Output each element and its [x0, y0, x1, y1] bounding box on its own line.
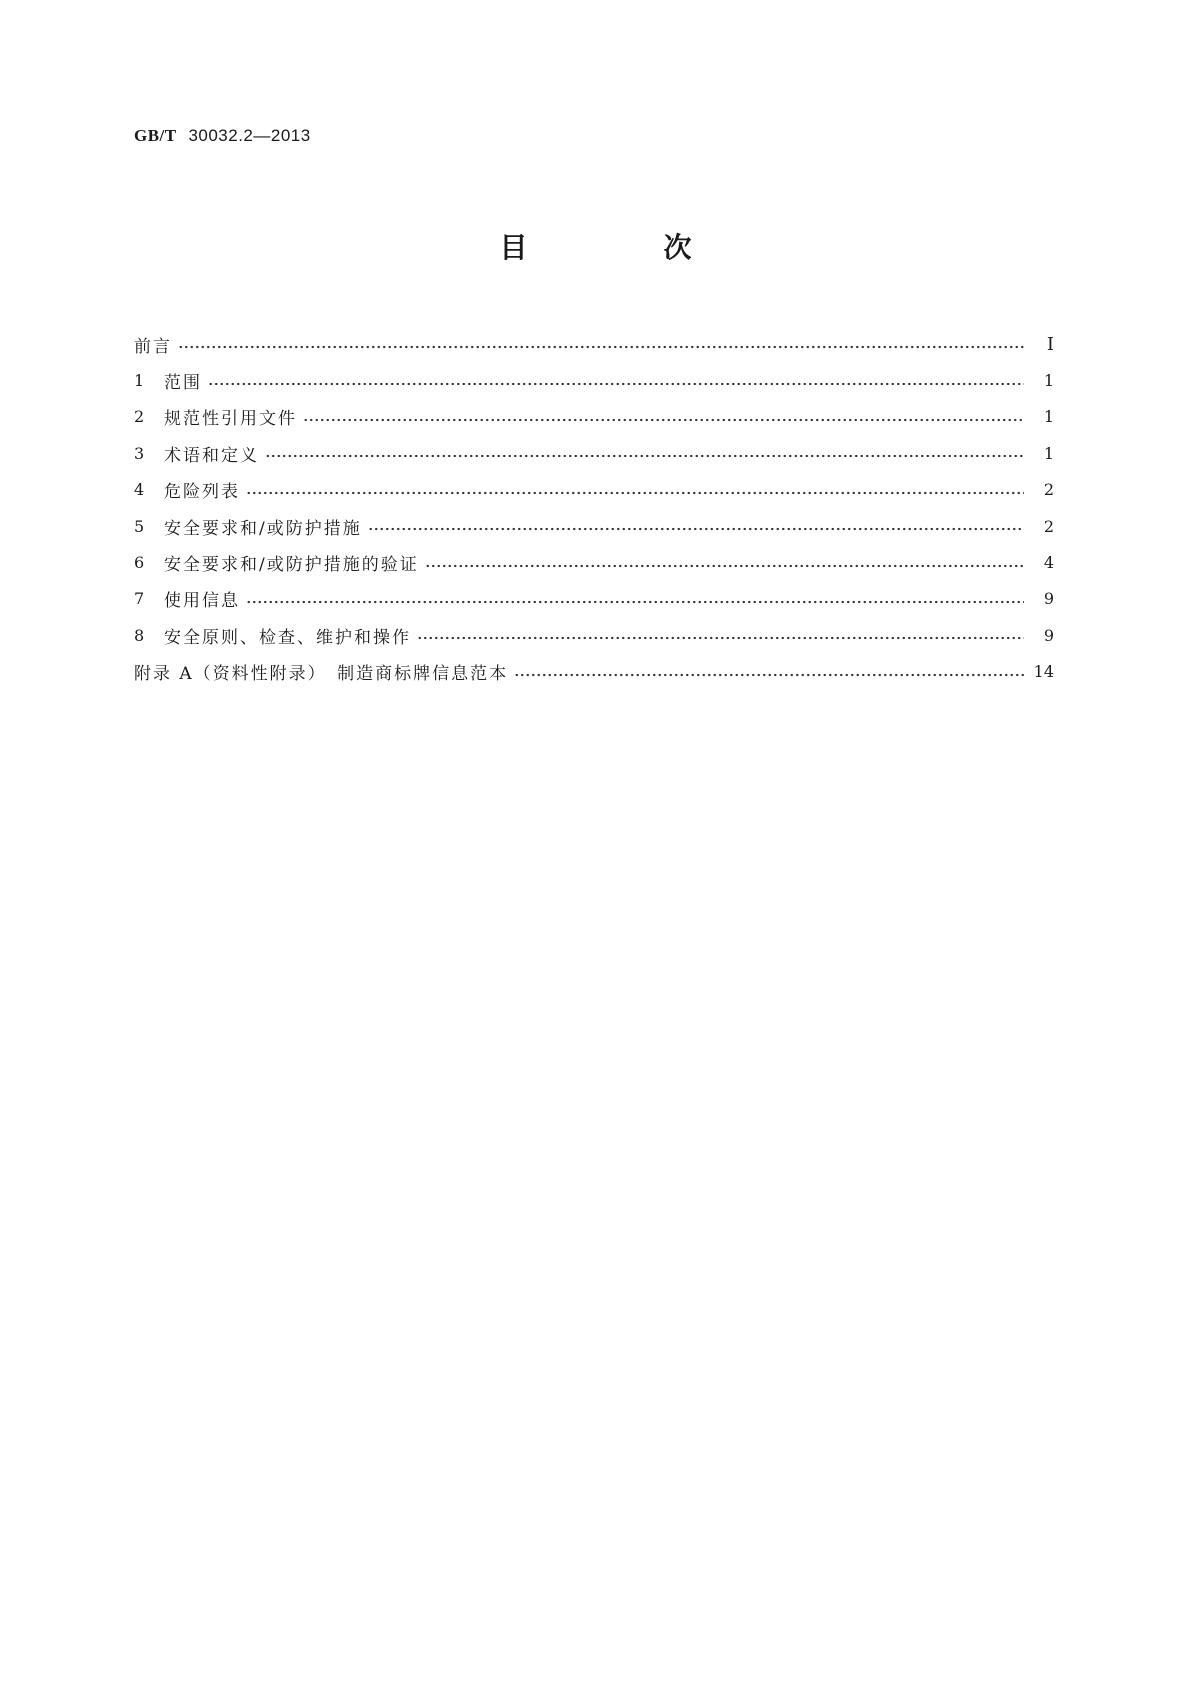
dot-leader [368, 526, 1024, 532]
dot-leader [417, 635, 1024, 641]
toc-title: 目 次 [499, 231, 746, 264]
standard-prefix: GB/T [134, 126, 177, 145]
dot-leader [246, 599, 1024, 605]
table-of-contents [134, 326, 1054, 690]
dot-leader [246, 490, 1024, 496]
standard-code [134, 126, 311, 146]
toc-entry-label: 安全要求和/或防护措施的验证 [164, 555, 419, 576]
toc-entry-label: 安全原则、检查、维护和操作 [164, 627, 411, 648]
toc-entry-number: 4 [134, 480, 145, 500]
toc-entry-number: 5 [134, 516, 145, 536]
toc-entry-page: 9 [1043, 589, 1054, 609]
toc-entry-label: 前言 [134, 336, 172, 357]
toc-entry-number: 7 [134, 589, 145, 609]
toc-entry-number: 1 [134, 371, 145, 391]
toc-entry-page: 1 [1043, 443, 1054, 463]
toc-entry-page: 2 [1043, 516, 1054, 536]
toc-entry-page: 2 [1043, 480, 1054, 500]
toc-entry-1[interactable] [134, 362, 1054, 398]
toc-entry-label: 术语和定义 [164, 445, 259, 466]
dot-leader [425, 563, 1024, 569]
toc-entry-page: 4 [1043, 553, 1054, 573]
dot-leader [514, 672, 1024, 678]
toc-entry-number: 6 [134, 553, 145, 573]
toc-entry-label: 危险列表 [164, 482, 240, 503]
toc-entry-7[interactable] [134, 581, 1054, 617]
toc-entry-2[interactable] [134, 399, 1054, 435]
standard-number: 30032.2—2013 [188, 126, 311, 145]
dot-leader [303, 417, 1024, 423]
toc-entry-number: 3 [134, 443, 145, 463]
toc-entry-5[interactable] [134, 508, 1054, 544]
toc-entry-page: Ⅰ [1046, 333, 1054, 355]
toc-entry-page: 9 [1043, 625, 1054, 645]
toc-entry-6[interactable] [134, 544, 1054, 580]
toc-entry-number: 2 [134, 407, 145, 427]
toc-entry-8[interactable] [134, 617, 1054, 653]
toc-entry-4[interactable] [134, 472, 1054, 508]
toc-entry-page: 1 [1043, 371, 1054, 391]
toc-entry-label: 安全要求和/或防护措施 [164, 518, 362, 539]
dot-leader [208, 381, 1024, 387]
toc-entry-label: 范围 [164, 373, 202, 394]
toc-entry-label: 附录 A（资料性附录） 制造商标牌信息范本 [134, 664, 509, 685]
dot-leader [178, 344, 1024, 350]
toc-entry-3[interactable] [134, 435, 1054, 471]
dot-leader [265, 453, 1024, 459]
toc-entry-page: 14 [1033, 662, 1054, 682]
toc-entry-page: 1 [1043, 407, 1054, 427]
toc-entry-label: 规范性引用文件 [164, 409, 297, 430]
toc-entry-annex-a[interactable] [134, 654, 1054, 690]
toc-entry-label: 使用信息 [164, 591, 240, 612]
toc-entry-number: 8 [134, 625, 145, 645]
toc-entry-foreword[interactable] [134, 326, 1054, 362]
